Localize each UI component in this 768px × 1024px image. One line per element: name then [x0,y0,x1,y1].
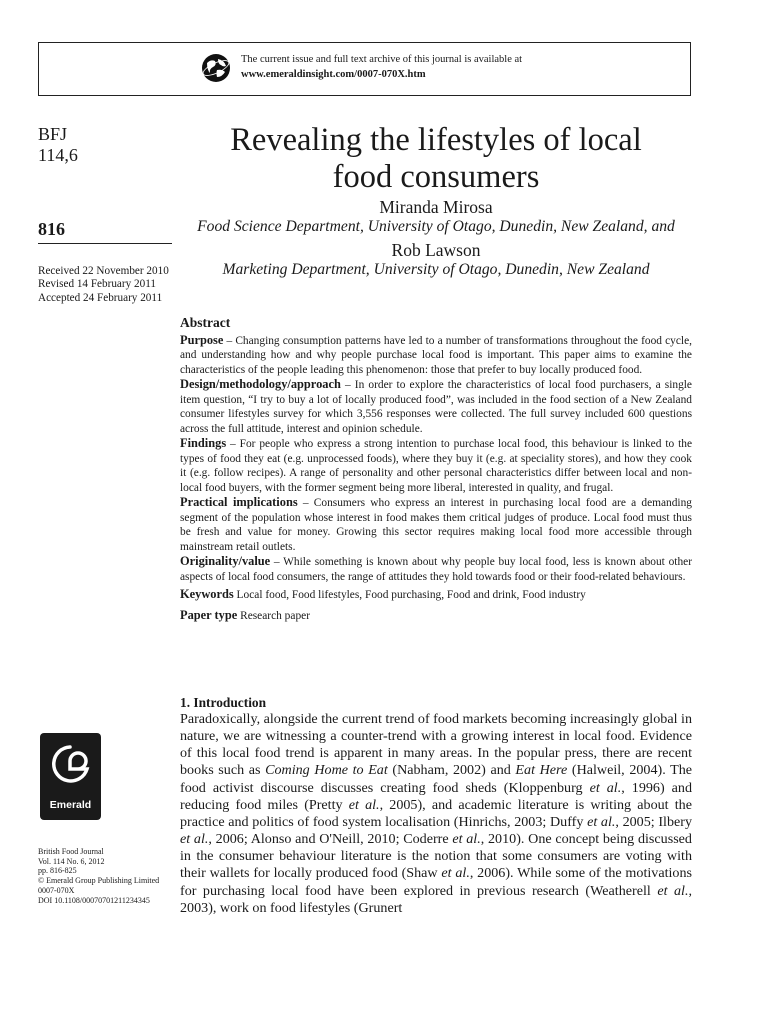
paper-type-label: Paper type [180,607,238,622]
keywords [180,587,692,603]
intro-text: Paradoxically, alongside the current trend of food markets becoming increasingly global in nature, we are witnessing a counter-trend with a growing interest in local food. Evidence of this local food trend is apparent in many areas. In the popular press, there are recent books such as [180,711,692,779]
practical-text: – Consumers who express an interest in purchasing local food are a demanding segment of the population whose interest in food makes them critical judges of produce. Local food must thus be fresh and value for money. Growing this sector requires making local food more accessible through mainstream retail outlets. [180,497,692,553]
intro-text: (Halweil, 2004). The food activist discourse discusses creating food sheds (Kloppenburg [180,762,692,796]
intro-text: , 2010). One concept being discussed in the consumer behaviour literature is the notion that some consumers are voting with their wallets for locally produced food (Shaw [180,831,692,882]
design-text: – In order to explore the characteristics of local food purchasers, a single item question, “I try to buy a lot of locally produced food”, was included in the food section of a New Zealand consumer lifestyles survey for which 3,556 responses were collected. The full survey included 600 questions across the full attitude, interest and opinion schedule. [180,379,692,435]
intro-text: , 2006). While some of the motivations for purchasing local food have been explored in previous research (Weatherell [180,865,692,899]
book-title: Coming Home to Eat [265,762,388,779]
emerald-e-icon [48,739,93,794]
intro-text: (Nabham, 2002) and [387,762,516,779]
book-title: Eat Here [515,762,568,779]
et-al: et al. [180,831,209,848]
intro-text: , 2005; Ilbery [615,813,692,830]
article-dates [38,265,169,305]
keywords-label: Keywords [180,587,234,601]
paper-type-text: Research paper [237,609,310,622]
affiliation-1: Food Science Department, University of Otago, Dunedin, New Zealand, and [197,218,675,235]
purpose-text: – Changing consumption patterns have led to a number of transformations throughout the food cycle, and understanding how and why people purchase local food is important. This paper aims to examine the characteristics of the people leading this phenomenon: those that prefer to buy locally produced food. [180,334,692,376]
imprint-journal: British Food Journal [38,847,104,856]
et-al: et al. [657,882,689,899]
practical-label: Practical implications [180,495,298,509]
globe-icon [201,53,231,83]
received-date: Received 22 November 2010 [38,265,169,277]
intro-text: , 2005), and academic literature is writing about the practice and politics of food system localisation (Hinrichs, 2003; Duffy [180,796,692,830]
et-al: et al. [452,831,481,848]
intro-text: , 1996) and reducing food miles (Pretty [180,779,693,813]
findings-label: Findings [180,436,227,450]
abstract-originality [180,554,692,584]
divider [38,243,172,244]
title-line-1: Revealing the lifestyles of local [230,122,642,158]
intro-text: , 2003), work on food lifestyles (Grunert [180,882,692,916]
banner-url[interactable]: www.emeraldinsight.com/0007-070X.htm [241,69,426,80]
revised-date: Revised 14 February 2011 [38,278,156,291]
imprint-doi[interactable]: DOI 10.1108/00070701211234345 [38,895,150,905]
page-number: 816 [38,219,65,239]
intro-text: , 2006; Alonso and O'Neill, 2010; Coderre [208,831,453,848]
abstract [180,316,692,623]
design-label: Design/methodology/approach [180,377,341,391]
purpose-label: Purpose [180,332,224,347]
imprint-pages: pp. 816-825 [38,866,77,876]
keywords-text: Local food, Food lifestyles, Food purchasing, Food and drink, Food industry [233,589,586,601]
affiliation-2: Marketing Department, University of Otago, Dunedin, New Zealand [222,261,650,278]
abstract-heading: Abstract [180,315,231,330]
accepted-date: Accepted 24 February 2011 [38,291,163,304]
abstract-findings [180,436,692,495]
article-title [180,122,692,196]
logo-text: Emerald [49,799,92,811]
abstract-design [180,377,692,436]
imprint-issn: 0007-070X [38,885,75,895]
journal-abbrev: BFJ [38,124,68,144]
abstract-practical [180,495,692,554]
title-line-2: food consumers [332,159,540,195]
originality-text: – While something is known about why people buy local food, less is known about other aspects of local food consumers, the range of attitudes they hold towards food or their food-related behaviours. [180,556,692,583]
author-2: Rob Lawson [391,240,481,260]
findings-text: – For people who express a strong intention to purchase local food, this behaviour is linked to the types of food they eat (e.g. unprocessed foods), where they buy it (e.g. at speciality stores), and how they cook it (e.g. follow recipes). A range of personality and other personal characteristics differ between local and non-local food buyers, with the former segment being more liberal, interested in quality, and frugal. [180,438,692,494]
paper-type [180,608,692,624]
journal-info [38,124,78,166]
volume-issue: 114,6 [38,145,78,165]
emerald-logo [40,733,101,820]
banner-line-1: The current issue and full text archive of this journal is available at [241,54,523,65]
et-al: et al. [348,796,380,813]
imprint [38,847,159,905]
et-al: et al. [441,865,470,882]
abstract-purpose [180,333,692,378]
journal-banner [38,42,691,96]
et-al: et al. [587,813,616,830]
imprint-copyright: © Emerald Group Publishing Limited [38,876,160,886]
originality-label: Originality/value [180,554,271,568]
author-1: Miranda Mirosa [379,197,493,217]
intro-paragraph [180,711,692,917]
et-al: et al. [589,779,622,796]
imprint-volume: Vol. 114 No. 6, 2012 [38,856,105,866]
section-heading: 1. Introduction [180,695,267,710]
